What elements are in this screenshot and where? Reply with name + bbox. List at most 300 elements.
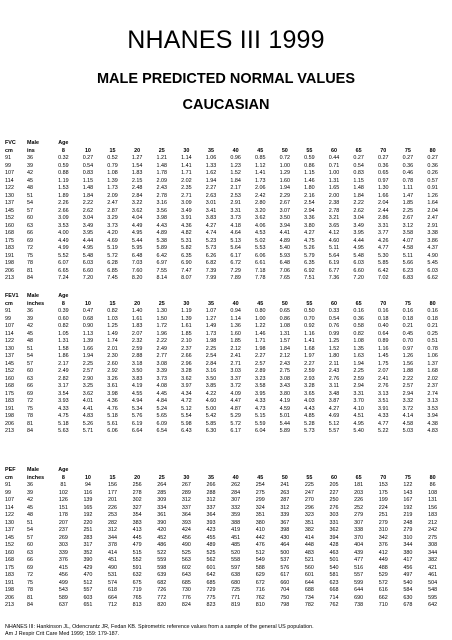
table-cell: 143 <box>403 489 413 496</box>
table-cell: 1.46 <box>304 177 315 184</box>
table-cell: 0.16 <box>353 308 364 314</box>
table-cell: inches <box>27 300 45 307</box>
table-cell: 5.52 <box>58 252 69 259</box>
table-cell: 3.56 <box>156 207 168 214</box>
table-cell: 0.50 <box>304 308 315 314</box>
table-cell: 8 <box>61 147 65 154</box>
table-cell: 704 <box>280 587 290 593</box>
table-cell: 380 <box>255 519 265 526</box>
table-row <box>5 557 445 565</box>
table-cell: 439 <box>354 549 364 556</box>
table-cell: 1.50 <box>156 315 168 322</box>
table-cell: 225 <box>304 482 314 488</box>
table-cell: 531 <box>108 572 118 578</box>
table-cell: 4.49 <box>131 222 143 229</box>
table-cell: 1.64 <box>427 200 438 206</box>
table-cell: 5.57 <box>328 428 340 434</box>
table-cell: 4.69 <box>107 237 118 244</box>
table-cell: 3.94 <box>279 222 291 229</box>
table-cell: 2.10 <box>181 338 192 344</box>
table-cell: 5.95 <box>131 245 143 251</box>
table-row <box>5 413 445 421</box>
table-cell: 2.84 <box>205 360 217 367</box>
table-cell: 512 <box>83 579 93 586</box>
table-cell: 66 <box>27 383 34 389</box>
table-cell: 3.09 <box>58 215 69 221</box>
table-cell: 1.84 <box>82 192 94 199</box>
table-row <box>5 482 445 490</box>
table-cell: 3.18 <box>131 360 143 367</box>
table-cell: 4.09 <box>230 390 241 397</box>
table-cell: 0.65 <box>378 170 389 176</box>
table-cell: 1.31 <box>58 338 69 344</box>
table-cell: 0.89 <box>378 338 389 344</box>
table-cell: 1.00 <box>279 162 291 169</box>
table-cell: 213 <box>5 428 14 434</box>
table-cell: 370 <box>354 534 364 541</box>
table-cell: 2.43 <box>279 360 291 367</box>
table-cell: 4.43 <box>156 222 168 229</box>
table-cell: 430 <box>280 534 290 541</box>
table-cell: 213 <box>5 602 14 608</box>
table-cell: 1.00 <box>328 170 340 176</box>
table-cell: 599 <box>354 579 364 586</box>
table-cell: 0.45 <box>402 330 414 337</box>
table-cell: 4.74 <box>205 230 217 236</box>
table-cell: 310 <box>378 527 388 533</box>
table-cell: 0.85 <box>254 155 266 161</box>
table-cell: 39 <box>27 489 34 496</box>
table-cell: 456 <box>58 572 68 578</box>
table-cell: 15 <box>109 300 116 307</box>
table-cell: 4.58 <box>402 245 414 251</box>
table-cell: 6.03 <box>353 260 364 266</box>
table-cell: 3.58 <box>254 383 266 389</box>
table-cell: 382 <box>428 557 438 563</box>
table-cell: 126 <box>58 497 68 503</box>
table-cell: 1.75 <box>378 360 389 367</box>
table-cell: 70 <box>380 474 387 481</box>
table-cell: 5.24 <box>156 405 168 412</box>
table-cell: 160 <box>5 222 14 229</box>
table-cell: 672 <box>255 579 265 586</box>
table-cell: 15 <box>109 474 116 481</box>
table-row <box>5 580 445 588</box>
table-cell: 91 <box>5 308 11 314</box>
table-cell: 2.63 <box>205 192 217 199</box>
table-cell <box>346 140 371 148</box>
table-cell <box>125 140 150 148</box>
table-cell: 3.07 <box>279 207 291 214</box>
table-cell: 122 <box>5 185 14 191</box>
table-cell: 4.07 <box>402 237 414 244</box>
table-row <box>5 602 445 610</box>
table-cell: 139 <box>83 497 93 503</box>
table-cell: 4.89 <box>156 230 168 236</box>
table-cell <box>371 140 396 148</box>
table-cell: 181 <box>354 482 364 488</box>
table-cell: 2.11 <box>328 360 340 367</box>
table-cell: 423 <box>206 527 216 533</box>
table-cell: 2.86 <box>378 215 389 221</box>
table-cell: 451 <box>108 557 118 563</box>
table-cell: 0.27 <box>378 155 389 161</box>
table-cell: 5.23 <box>205 237 217 244</box>
table-cell: 4.75 <box>304 237 315 244</box>
fvc-table-section <box>5 140 445 283</box>
table-cell: 7.47 <box>181 267 192 274</box>
table-cell: 5.89 <box>279 428 291 434</box>
table-cell: 312 <box>280 504 290 511</box>
table-cell: 0.78 <box>402 177 414 184</box>
table-cell: 206 <box>5 267 14 274</box>
table-cell: 4.10 <box>353 405 364 412</box>
table-cell: 0.90 <box>82 323 94 329</box>
table-cell: 6.65 <box>58 267 69 274</box>
table-cell: 2.87 <box>107 207 118 214</box>
table-cell: 1.36 <box>230 323 241 329</box>
table-cell: 168 <box>5 557 14 563</box>
table-cell: 4.33 <box>378 413 389 419</box>
table-cell: 4.77 <box>378 420 389 427</box>
table-cell: 2.59 <box>131 345 143 352</box>
table-cell: 688 <box>304 587 314 593</box>
table-cell: 1.66 <box>82 345 94 352</box>
table-cell: 224 <box>378 504 388 511</box>
table-cell: 3.98 <box>156 215 168 221</box>
table-row <box>5 238 445 246</box>
table-cell: 5.48 <box>82 252 94 259</box>
table-cell: 3.28 <box>304 383 315 389</box>
table-cell: 1.49 <box>107 330 118 337</box>
table-cell: 6.62 <box>427 275 438 281</box>
table-cell: 1.48 <box>353 185 364 191</box>
table-cell: 598 <box>157 564 167 571</box>
table-cell: 0.83 <box>353 170 364 176</box>
table-cell: 60 <box>331 474 338 481</box>
table-cell: 114 <box>5 330 14 337</box>
table-cell: 362 <box>329 527 339 533</box>
table-cell: 712 <box>108 602 118 608</box>
table-cell: 2.76 <box>378 383 389 389</box>
table-cell: 529 <box>378 572 388 578</box>
table-cell: 2.92 <box>107 368 118 374</box>
table-cell: 25 <box>158 474 165 481</box>
table-cell: 4.89 <box>279 237 291 244</box>
table-cell <box>273 293 298 301</box>
table-cell: 84 <box>27 602 34 608</box>
table-cell <box>248 467 273 475</box>
table-cell: 5.79 <box>304 252 315 259</box>
table-cell: 4.90 <box>427 252 438 259</box>
table-cell: 367 <box>280 519 290 526</box>
table-header-row <box>5 140 445 148</box>
table-cell: 183 <box>428 512 438 518</box>
table-cell: 45 <box>27 177 34 184</box>
table-cell: 3.95 <box>82 230 94 236</box>
table-cell: 5.59 <box>254 420 266 427</box>
table-cell: 710 <box>378 602 388 608</box>
table-cell: 2.75 <box>279 368 291 374</box>
table-cell: 638 <box>231 572 241 578</box>
table-cell: 7.24 <box>58 275 69 281</box>
table-cell: 4.76 <box>107 405 118 412</box>
table-cell: 0.59 <box>58 162 69 169</box>
table-cell: 3.62 <box>131 207 143 214</box>
table-cell: 2.12 <box>279 353 291 359</box>
table-cell: 4.45 <box>156 390 168 397</box>
table-cell: 1.84 <box>230 177 241 184</box>
table-cell: 1.47 <box>402 192 414 199</box>
table-cell: 253 <box>108 512 118 518</box>
table-cell: 5.18 <box>58 420 69 427</box>
table-cell <box>273 140 298 148</box>
table-cell: 1.39 <box>107 177 118 184</box>
table-cell: 449 <box>378 557 388 563</box>
table-cell: 145 <box>5 360 14 367</box>
table-cell: 2.09 <box>107 192 118 199</box>
table-cell: 7.65 <box>279 275 291 281</box>
table-cell: 3.53 <box>427 405 438 412</box>
table-cell: 488 <box>378 564 388 571</box>
table-cell: 3.23 <box>254 375 266 382</box>
table-cell: 40 <box>232 147 239 154</box>
table-cell: 6.92 <box>304 267 315 274</box>
table-cell: 476 <box>255 542 265 548</box>
table-row <box>5 260 445 268</box>
table-cell: 152 <box>5 542 14 548</box>
table-cell: 376 <box>58 557 68 563</box>
table-cell: cm <box>5 474 13 481</box>
table-cell: 0.26 <box>427 170 438 176</box>
table-cell: 629 <box>255 572 265 578</box>
table-cell: 383 <box>132 519 142 526</box>
table-cell: 1.83 <box>131 170 143 176</box>
table-cell: 3.86 <box>427 237 438 244</box>
table-cell: 4.34 <box>181 390 192 397</box>
table-cell <box>100 467 125 475</box>
table-cell: 5.40 <box>279 245 291 251</box>
pef-table-section <box>5 467 445 610</box>
table-cell: 1.41 <box>181 162 192 169</box>
table-cell: 114 <box>5 177 14 184</box>
table-cell: 60 <box>331 300 338 307</box>
table-cell: 2.78 <box>328 207 340 214</box>
table-cell: 227 <box>329 489 339 496</box>
table-cell: 414 <box>304 534 314 541</box>
table-cell: 2.38 <box>328 200 340 206</box>
table-cell: 2.78 <box>156 192 168 199</box>
table-cell: 1.33 <box>205 162 217 169</box>
table-cell: 4.03 <box>304 398 315 404</box>
table-row <box>5 346 445 354</box>
table-cell: 2.47 <box>427 215 438 221</box>
table-cell: 1.13 <box>82 330 94 337</box>
table-cell: 5.85 <box>378 260 389 266</box>
table-cell: 0.78 <box>427 345 438 352</box>
table-cell: 1.14 <box>230 315 241 322</box>
table-cell: 3.48 <box>328 390 340 397</box>
table-cell: 6.03 <box>427 267 438 274</box>
table-cell: 0.32 <box>58 155 69 161</box>
table-cell <box>149 293 174 301</box>
table-cell: 279 <box>354 512 364 518</box>
table-cell: 352 <box>83 549 93 556</box>
table-cell: 3.87 <box>328 398 340 404</box>
table-cell: 714 <box>329 594 339 601</box>
table-row <box>5 542 445 550</box>
table-cell: 2.22 <box>402 375 414 382</box>
table-cell: 206 <box>5 420 14 427</box>
table-cell: 3.72 <box>230 383 241 389</box>
table-cell: 3.83 <box>131 375 143 382</box>
table-cell: 410 <box>255 527 265 533</box>
table-cell: 220 <box>83 519 93 526</box>
table-cell: 1.06 <box>427 353 438 359</box>
table-cell: 1.94 <box>353 360 364 367</box>
table-cell: 5.73 <box>205 245 217 251</box>
table-cell: 1.72 <box>156 323 168 329</box>
table-cell: 6.48 <box>131 252 143 259</box>
table-cell: 20 <box>134 474 141 481</box>
table-cell: 279 <box>403 527 413 533</box>
table-cell: 1.60 <box>230 330 241 337</box>
table-cell: 116 <box>83 489 93 496</box>
table-cell: 810 <box>255 602 265 608</box>
table-cell: 102 <box>58 489 68 496</box>
table-cell: 464 <box>280 542 290 548</box>
table-cell: 0.54 <box>353 162 364 169</box>
table-cell: 151 <box>58 504 68 511</box>
table-cell: 4.87 <box>230 405 241 412</box>
table-cell: 2.80 <box>254 200 266 206</box>
table-cell: 644 <box>304 579 314 586</box>
table-cell: 4.73 <box>254 405 266 412</box>
table-cell: 0.18 <box>378 315 389 322</box>
table-cell: 2.91 <box>427 222 438 229</box>
table-cell: FVC <box>5 140 16 146</box>
table-cell: 78 <box>27 587 34 593</box>
table-cell: 819 <box>231 602 241 608</box>
table-cell: 1.08 <box>279 323 291 329</box>
table-cell: 1.35 <box>353 345 364 352</box>
table-cell: 0.54 <box>328 315 340 322</box>
table-cell: 6.42 <box>156 252 168 259</box>
table-cell: 461 <box>428 572 438 578</box>
table-row <box>5 200 445 208</box>
table-cell: 39 <box>27 315 34 322</box>
table-row <box>5 490 445 498</box>
table-cell: 8 <box>61 300 65 307</box>
table-cell <box>297 467 322 475</box>
table-cell: 4.95 <box>353 245 364 251</box>
table-cell: 602 <box>181 564 191 571</box>
table-cell: 4.00 <box>58 230 69 236</box>
table-cell: 30 <box>183 474 190 481</box>
table-cell: 2.22 <box>156 338 168 344</box>
table-cell: 10 <box>84 300 91 307</box>
table-cell: 479 <box>132 542 142 548</box>
table-cell: 2.15 <box>131 177 143 184</box>
table-cell: 1.08 <box>353 338 364 344</box>
table-cell: 4.83 <box>427 428 438 434</box>
table-cell: 50 <box>281 147 288 154</box>
table-cell: 4.20 <box>107 230 118 236</box>
table-header-row <box>5 301 445 309</box>
table-cell: 2.62 <box>82 207 94 214</box>
table-cell: 4.19 <box>131 383 143 389</box>
table-cell: 6.06 <box>107 428 118 434</box>
table-cell: 7.89 <box>230 275 241 281</box>
table-cell: 3.80 <box>279 390 291 397</box>
table-row <box>5 338 445 346</box>
table-row <box>5 223 445 231</box>
table-cell: 463 <box>329 549 339 556</box>
table-cell: 6.35 <box>304 260 315 266</box>
table-cell: 3.83 <box>205 215 217 221</box>
table-cell: 0.46 <box>402 170 414 176</box>
table-cell: 1.39 <box>181 315 192 322</box>
table-cell: 0.72 <box>279 155 291 161</box>
table-cell: 2.26 <box>58 200 69 206</box>
table-cell: 4.59 <box>279 405 291 412</box>
table-cell: 415 <box>58 564 68 571</box>
table-cell: 3.73 <box>156 375 168 382</box>
table-cell: 78 <box>27 413 34 419</box>
table-cell: 5.44 <box>131 237 143 244</box>
table-cell: 267 <box>181 482 191 488</box>
table-cell: 685 <box>181 579 191 586</box>
table-cell: 0.21 <box>427 323 438 329</box>
table-cell: 1.39 <box>82 338 94 344</box>
table-cell: 3.49 <box>353 222 364 229</box>
table-cell: 0.91 <box>427 185 438 191</box>
table-cell: 331 <box>329 519 339 526</box>
table-cell: Male <box>27 293 39 299</box>
table-cell: 4.75 <box>58 413 69 419</box>
table-cell <box>223 467 248 475</box>
table-cell: 323 <box>304 512 314 518</box>
table-cell: 1.98 <box>205 338 217 344</box>
table-cell: 1.63 <box>353 353 364 359</box>
table-cell: 3.91 <box>181 215 192 221</box>
table-cell: 65 <box>355 300 362 307</box>
table-row <box>5 268 445 276</box>
table-cell: 512 <box>255 549 265 556</box>
table-cell <box>223 140 248 148</box>
table-row <box>5 572 445 580</box>
table-cell: 0.47 <box>82 308 94 314</box>
table-cell: 1.88 <box>402 368 414 374</box>
table-cell: 616 <box>378 587 388 593</box>
table-cell: PEF <box>5 467 16 473</box>
table-cell: 39 <box>27 162 34 169</box>
table-cell: 4.84 <box>156 398 168 404</box>
table-cell: 2.53 <box>230 192 241 199</box>
table-cell: 576 <box>280 564 290 571</box>
table-cell: 537 <box>280 557 290 563</box>
table-cell: 521 <box>304 557 314 563</box>
table-cell: 504 <box>428 579 438 586</box>
table-cell: 782 <box>304 602 314 608</box>
table-header-row <box>5 475 445 483</box>
table-cell: 1.71 <box>254 338 266 344</box>
table-cell: 393 <box>181 519 191 526</box>
table-cell: 81 <box>27 420 34 427</box>
table-cell: 1.60 <box>279 177 291 184</box>
table-cell: 1.74 <box>107 338 118 344</box>
table-cell: 1.06 <box>205 155 217 161</box>
